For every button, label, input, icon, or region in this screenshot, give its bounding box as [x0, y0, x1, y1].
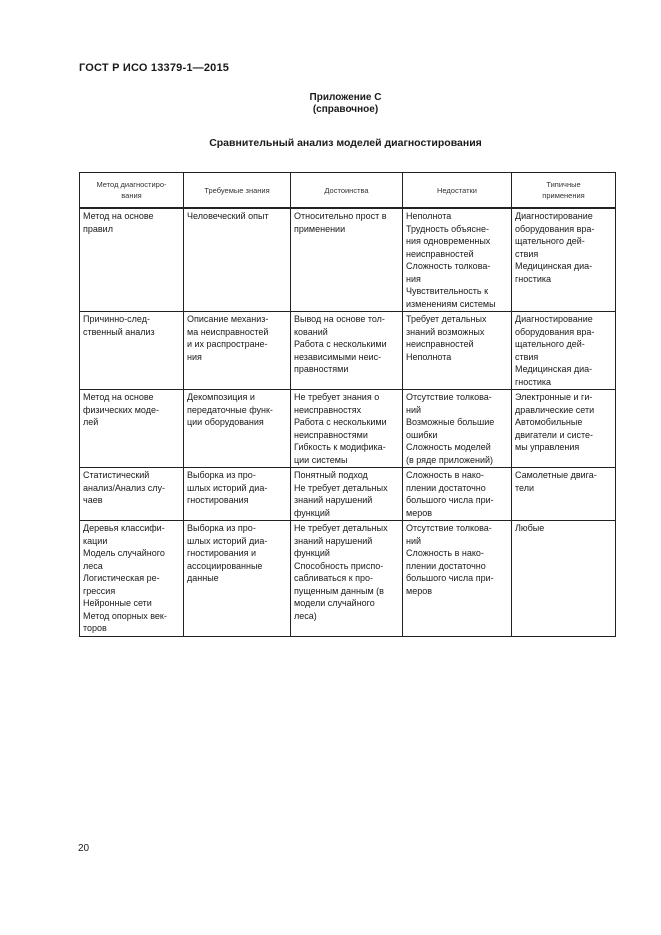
cell-line: гностирования и	[187, 548, 257, 558]
cell-line: Самолетные двига-	[515, 470, 597, 480]
cell-line: ствия	[515, 351, 539, 362]
cell-line: независимыми неис-	[294, 351, 382, 362]
cell-line: Диагностирование	[515, 211, 593, 221]
cell-line: торов	[83, 623, 107, 633]
column-header-line: применения	[542, 191, 585, 200]
table-cell-required-knowledge	[184, 390, 291, 468]
cell-line: плении достаточно	[406, 560, 486, 571]
table-cell-advantages	[291, 521, 403, 637]
table-cell-method	[80, 468, 184, 521]
table-cell-typical-applications	[512, 468, 616, 521]
cell-line: большого числа при-	[406, 573, 494, 583]
table-cell-advantages	[291, 208, 403, 312]
cell-line: гностирования	[187, 495, 249, 505]
cell-line: шлых историй диа-	[187, 482, 268, 493]
cell-line: изменениям системы	[406, 298, 496, 309]
cell-line: Сложность в нако-	[406, 470, 484, 480]
table-cell-typical-applications	[512, 390, 616, 468]
cell-line: ний	[406, 404, 422, 415]
cell-line: Понятный подход	[294, 470, 368, 480]
cell-line: передаточные функ-	[187, 404, 273, 415]
cell-line: ции системы	[294, 454, 348, 465]
cell-line: дравлические сети	[515, 404, 595, 415]
column-header-advantages	[291, 173, 403, 209]
cell-line: Деревья классифи-	[83, 523, 165, 533]
cell-line: леса)	[294, 610, 317, 621]
cell-line: неисправностями	[294, 429, 368, 440]
cell-line: Трудность объясне-	[406, 223, 489, 234]
cell-line: щательного дей-	[515, 339, 585, 349]
cell-line: Не требует знания о	[294, 392, 380, 402]
cell-line: ния одновременных	[406, 236, 491, 246]
table-cell-disadvantages	[403, 208, 512, 312]
column-header-line: Метод диагностиро-	[96, 180, 167, 189]
cell-line: и их распростране-	[187, 339, 268, 349]
cell-line: Способность приспо-	[294, 560, 384, 571]
cell-line: гностика	[515, 376, 552, 387]
table-cell-method	[80, 521, 184, 637]
cell-line: Требует детальных	[406, 314, 487, 324]
cell-line: тели	[515, 482, 535, 493]
comparison-table	[79, 172, 616, 637]
cell-line: Электронные и ги-	[515, 392, 593, 402]
cell-line: Отсутствие толкова-	[406, 392, 492, 402]
cell-line: Медицинская диа-	[515, 364, 593, 374]
table-cell-typical-applications	[512, 208, 616, 312]
table-cell-typical-applications	[512, 521, 616, 637]
table-row	[80, 468, 616, 521]
cell-line: Метод на основе	[83, 211, 154, 221]
appendix-title: Приложение С	[309, 92, 382, 103]
cell-line: Логистическая ре-	[83, 573, 160, 583]
cell-line: функций	[294, 548, 330, 558]
cell-line: правностями	[294, 364, 349, 374]
cell-line: Метод опорных век-	[83, 610, 167, 621]
cell-line: Диагностирование	[515, 314, 593, 324]
cell-line: леса	[83, 560, 103, 571]
table-header-row	[80, 173, 616, 209]
column-header-method	[80, 173, 184, 209]
document-code: ГОСТ Р ИСО 13379-1—2015	[79, 62, 230, 74]
table-row	[80, 312, 616, 390]
cell-line: ассоциированные	[187, 560, 263, 571]
table-cell-disadvantages	[403, 312, 512, 390]
cell-line: ственный анализ	[83, 326, 155, 337]
cell-line: меров	[406, 507, 432, 518]
cell-line: Медицинская диа-	[515, 261, 593, 271]
cell-line: ствия	[515, 248, 539, 259]
cell-line: Любые	[515, 523, 545, 533]
column-header-line: Типичные	[546, 180, 581, 189]
cell-line: оборудования вра-	[515, 326, 595, 337]
cell-line: ний	[406, 535, 422, 546]
table-cell-advantages	[291, 312, 403, 390]
appendix-heading	[15, 92, 661, 116]
column-header-line: вания	[121, 191, 142, 200]
column-header-line: Достоинства	[324, 185, 369, 195]
cell-line: меров	[406, 585, 432, 596]
cell-line: знаний возможных	[406, 326, 485, 337]
cell-line: Описание механиз-	[187, 314, 269, 324]
cell-line: Вывод на основе тол-	[294, 314, 385, 324]
cell-line: шлых историй диа-	[187, 535, 268, 546]
cell-line: анализ/Анализ слу-	[83, 482, 166, 493]
cell-line: неисправностях	[294, 404, 362, 415]
cell-line: большого числа при-	[406, 495, 494, 505]
cell-line: правил	[83, 223, 113, 234]
cell-line: Не требует детальных	[294, 482, 388, 493]
cell-line: Неполнота	[406, 351, 452, 362]
table-cell-advantages	[291, 390, 403, 468]
cell-line: Автомобильные	[515, 417, 583, 427]
cell-line: кации	[83, 535, 108, 546]
cell-line: гностика	[515, 273, 552, 284]
cell-line: Чувствительность к	[406, 286, 489, 296]
cell-line: пущенным данным (в	[294, 585, 384, 596]
table-cell-typical-applications	[512, 312, 616, 390]
table-row	[80, 208, 616, 312]
cell-line: Неполнота	[406, 211, 452, 221]
cell-line: Сложность в нако-	[406, 548, 484, 558]
cell-line: сабливаться к про-	[294, 573, 374, 583]
table-cell-method	[80, 208, 184, 312]
cell-line: лей	[83, 417, 99, 427]
cell-line: Работа с несколькими	[294, 339, 387, 349]
table-cell-disadvantages	[403, 521, 512, 637]
cell-line: Сложность толкова-	[406, 261, 491, 271]
cell-line: Выборка из про-	[187, 523, 256, 533]
cell-line: применении	[294, 223, 346, 234]
cell-line: Сложность моделей	[406, 442, 491, 452]
cell-line: Метод на основе	[83, 392, 154, 402]
cell-line: Выборка из про-	[187, 470, 256, 480]
cell-line: кований	[294, 326, 328, 337]
table-cell-disadvantages	[403, 390, 512, 468]
cell-line: оборудования вра-	[515, 223, 595, 234]
table-cell-required-knowledge	[184, 312, 291, 390]
cell-line: ошибки	[406, 429, 438, 440]
appendix-subtitle: (справочное)	[312, 104, 379, 115]
cell-line: Возможные большие	[406, 417, 495, 427]
cell-line: Статистический	[83, 470, 150, 480]
cell-line: грессия	[83, 585, 116, 596]
cell-line: Работа с несколькими	[294, 417, 387, 427]
cell-line: неисправностей	[406, 339, 474, 349]
table-cell-method	[80, 312, 184, 390]
table-cell-required-knowledge	[184, 468, 291, 521]
column-header-line: Требуемые знания	[204, 185, 270, 195]
cell-line: Человеческий опыт	[187, 211, 269, 221]
cell-line: двигатели и систе-	[515, 429, 594, 440]
cell-line: функций	[294, 507, 330, 518]
cell-line: ния	[406, 273, 421, 284]
table-cell-required-knowledge	[184, 208, 291, 312]
cell-line: Декомпозиция и	[187, 392, 255, 402]
cell-line: (в ряде приложений)	[406, 454, 494, 465]
page-number: 20	[78, 843, 90, 854]
cell-line: ма неисправностей	[187, 326, 269, 337]
column-header-typical-applications	[512, 173, 616, 209]
cell-line: ния	[187, 351, 202, 362]
column-header-required-knowledge	[184, 173, 291, 209]
cell-line: чаев	[83, 495, 103, 505]
column-header-disadvantages	[403, 173, 512, 209]
table-cell-required-knowledge	[184, 521, 291, 637]
table-cell-advantages	[291, 468, 403, 521]
cell-line: модели случайного	[294, 598, 375, 608]
cell-line: Причинно-след-	[83, 314, 150, 324]
cell-line: плении достаточно	[406, 482, 486, 493]
table-cell-disadvantages	[403, 468, 512, 521]
cell-line: данные	[187, 573, 219, 583]
cell-line: щательного дей-	[515, 236, 585, 246]
cell-line: ции оборудования	[187, 417, 264, 427]
cell-line: неисправностей	[406, 248, 474, 259]
cell-line: мы управления	[515, 442, 580, 452]
table-row	[80, 521, 616, 637]
cell-line: Нейронные сети	[83, 598, 152, 608]
cell-line: Отсутствие толкова-	[406, 523, 492, 533]
table-title: Сравнительный анализ моделей диагностирования	[209, 137, 482, 149]
cell-line: Гибкость к модифика-	[294, 442, 386, 452]
table-body	[80, 208, 616, 636]
cell-line: знаний нарушений	[294, 535, 373, 546]
table-cell-method	[80, 390, 184, 468]
cell-line: Модель случайного	[83, 548, 165, 558]
cell-line: физических моде-	[83, 404, 159, 415]
cell-line: Не требует детальных	[294, 523, 388, 533]
cell-line: Относительно прост в	[294, 211, 387, 221]
table-row	[80, 390, 616, 468]
column-header-line: Недостатки	[437, 185, 477, 195]
cell-line: знаний нарушений	[294, 495, 373, 505]
